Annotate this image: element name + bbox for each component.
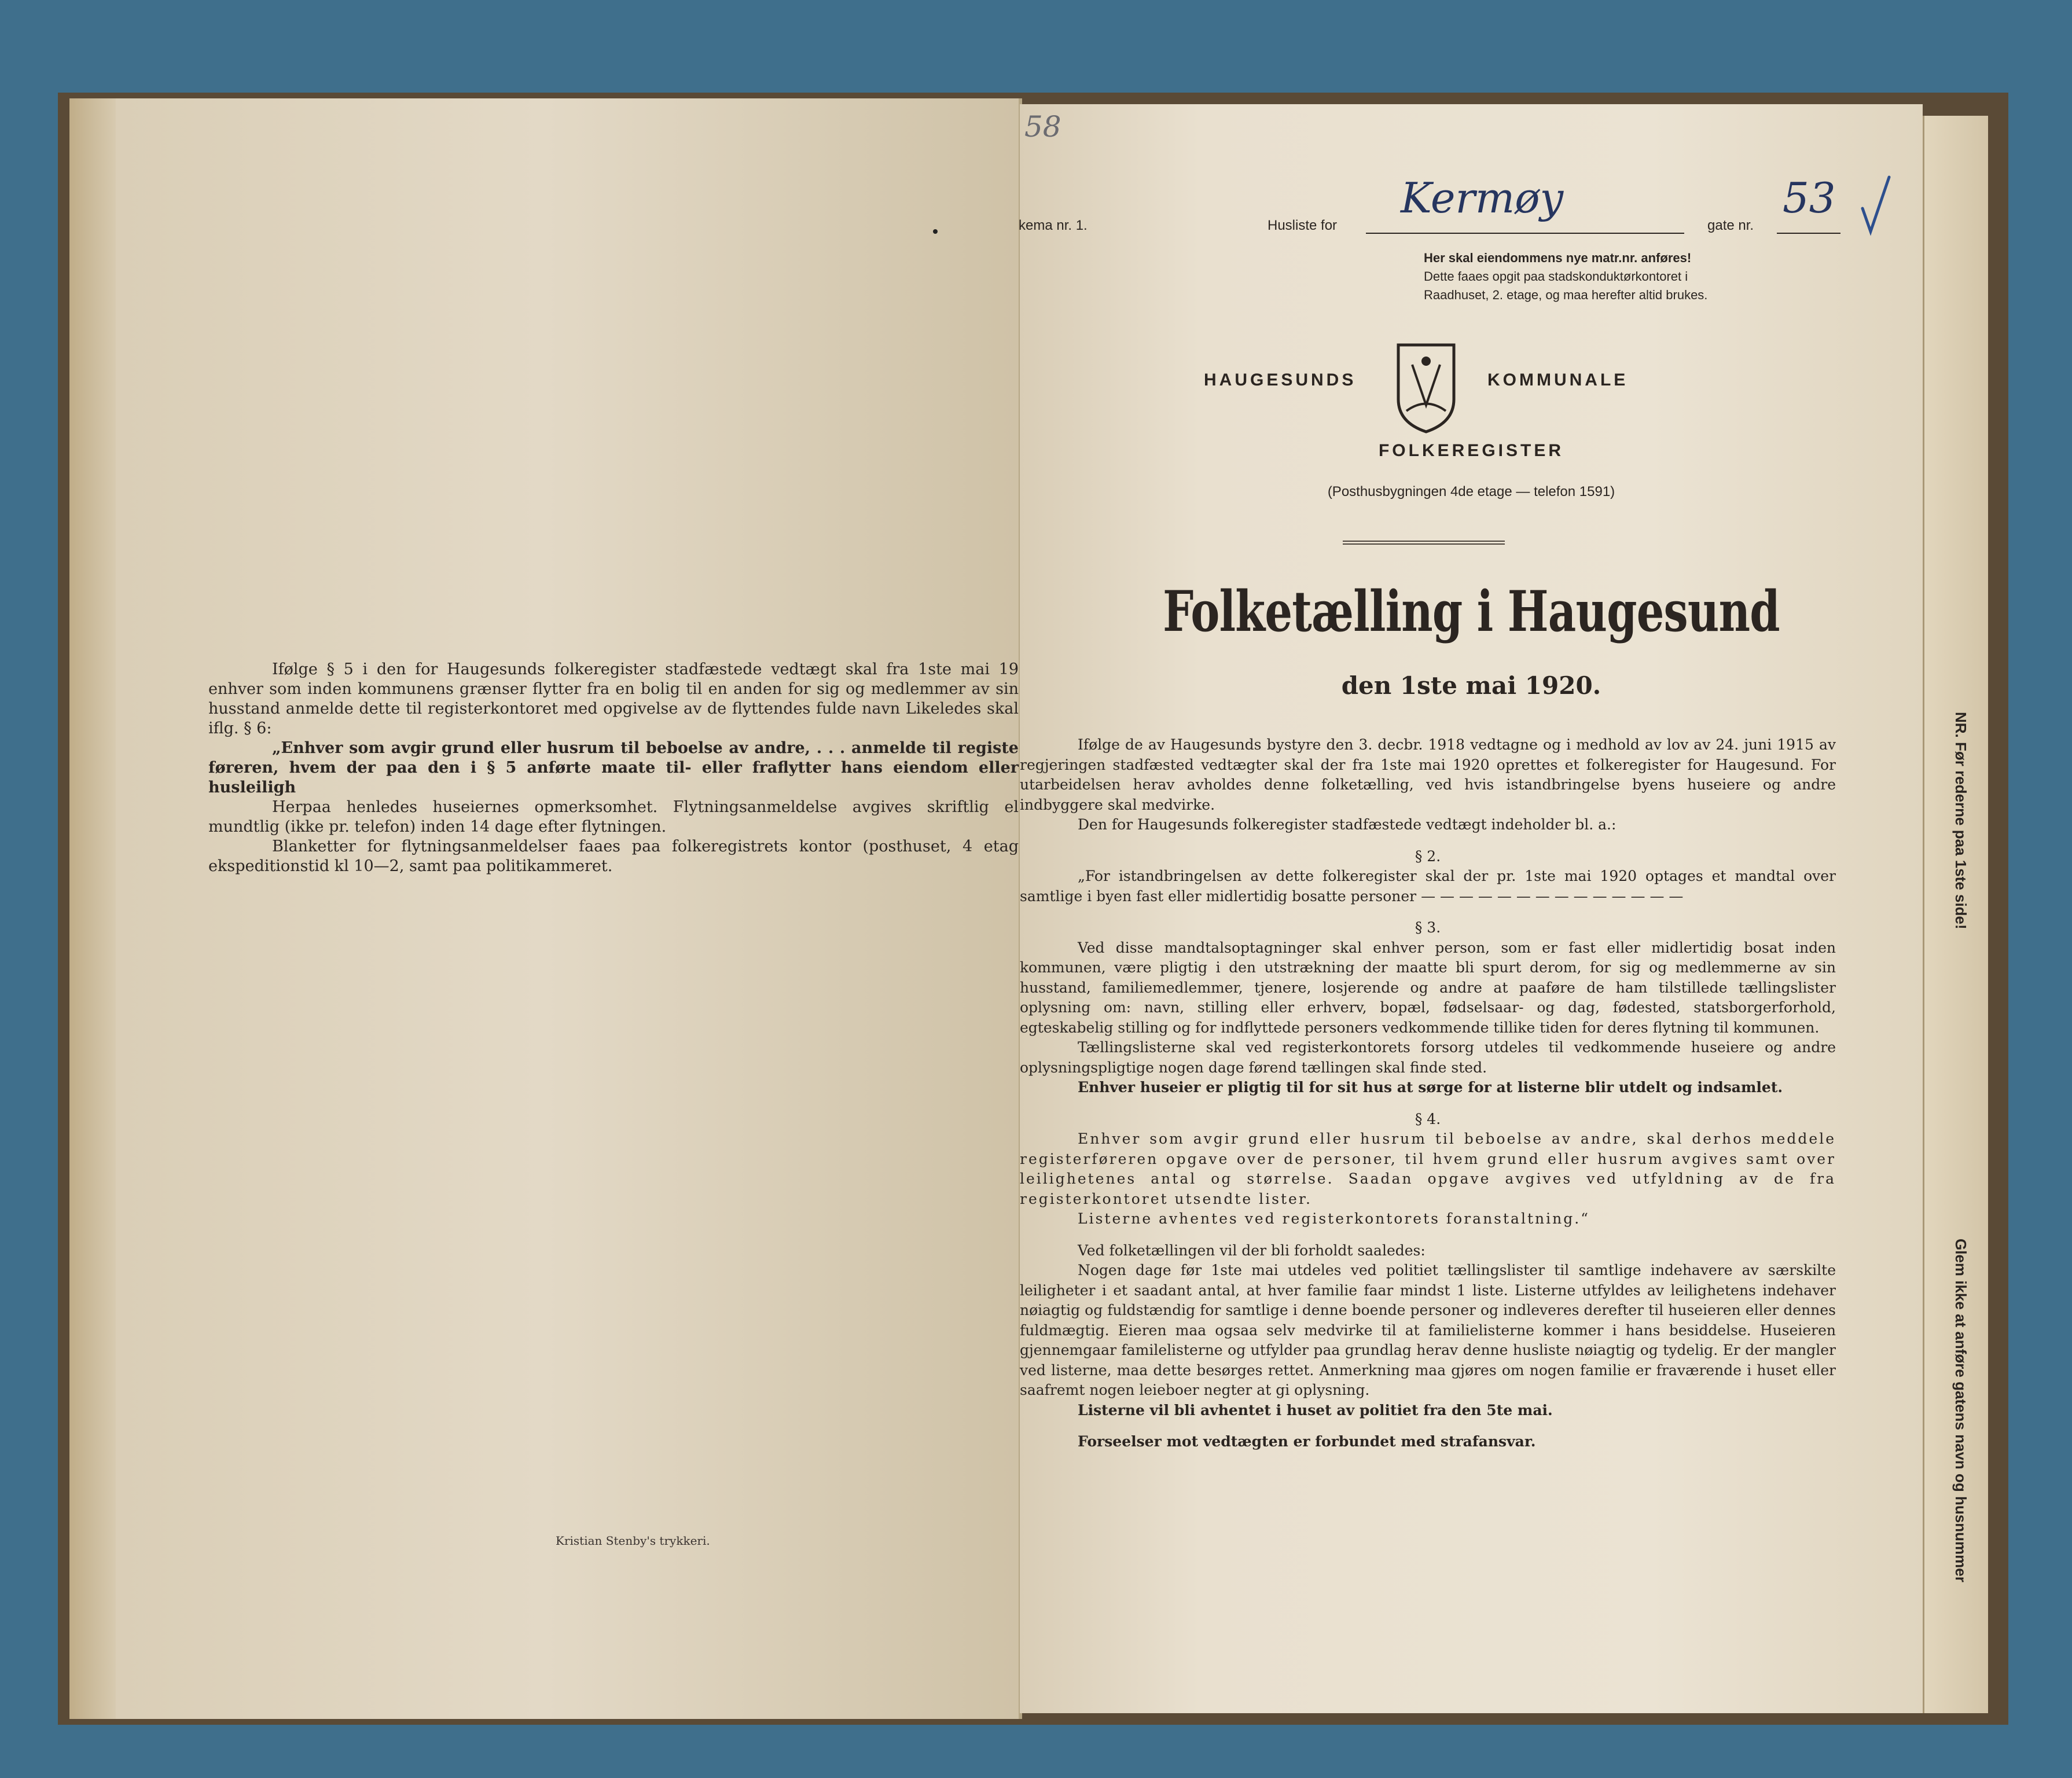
right-page-body [1020, 735, 1836, 1452]
title-rule [1343, 541, 1505, 545]
body-paragraph-10: Nogen dage før 1ste mai utdeles ved politiet tællingslister til samtlige indehavere av særskilte leiligheter i et saadant antal, at hver familie faar mindst 1 liste. Listerne utfyldes av leilighetens indehaver nøiagtig og fuldstændig for samtlige i denne boende personer og indleveres derefter til huseieren eller dennes fuldmægtig. Eieren maa ogsaa selv medvirke til at familielisterne kommer i hans besiddelse. Huseieren gjennemgaar familelisterne og utfylder paa grundlag herav denne husliste nøiagtig og tydelig. Er der mangler ved listerne, maa dette besørges rettet. Anmerkning maa gjøres om nogen familie er fraværende i huset eller saafremt nogen leieboer negter at gi oplysning. [1020, 1262, 1836, 1398]
body-paragraph-8: Listerne avhentes ved registerkontorets foranstaltning.“ [1078, 1210, 1590, 1227]
margin-note-bottom: Glem ikke at anføre gatens navn og husnummer [1952, 1239, 1970, 1582]
section-2-heading: § 2. [1415, 847, 1441, 865]
body-paragraph-6: Enhver huseier er pligtig til for sit hus at sørge for at listerne blir utdelt og indsamlet. [1078, 1079, 1783, 1096]
body-paragraph-12: Forseelser mot vedtægten er forbundet med strafansvar. [1078, 1433, 1536, 1450]
body-paragraph-9: Ved folketællingen vil der bli forholdt saaledes: [1078, 1241, 1426, 1259]
kommune-left: HAUGESUNDS [1204, 370, 1357, 390]
body-paragraph-1: Ifølge de av Haugesunds bystyre den 3. decbr. 1918 vedtagne og i medhold av lov av 24. juni 1915 av regjeringen stadfæsted vedtægter skal der fra 1ste mai 1920 oprettes et folkeregister for Haugesund. For utarbeidelsen herav avholdes denne folketælling, ved hvis istandbringelse byens huseiere og andre indbyggere skal medvirke. [1020, 736, 1836, 813]
page-title: Folketælling i Haugesund [1163, 579, 1780, 644]
husliste-label: Husliste for [1268, 218, 1338, 233]
page-subtitle: den 1ste mai 1920. [1341, 671, 1601, 700]
body-paragraph-5: Tællingslisterne skal ved registerkontorets forsorg utdeles til vedkommende huseiere og andre oplysningspligtige nogen dage førend tællingen skal finde sted. [1020, 1039, 1836, 1076]
body-paragraph-7: Enhver som avgir grund eller husrum til beboelse av andre, skal derhos meddele registerføreren opgave over de personer, til hvem grund eller husrum avgives samt over leilighetenes antal og størrelse. Saadan opgave avgives ved utfyldning av de fra registerkontoret utsendte lister. [1020, 1130, 1836, 1207]
ink-dot [933, 229, 938, 234]
section-3-heading: § 3. [1415, 919, 1441, 936]
body-paragraph-4: Ved disse mandtalsoptagninger skal enhver person, som er fast eller midlertidig bosat inden kommunen, være pligtig i den utstrækning der maatte bli spurt derom, for sig og medlemmerne av sin husstand, familiemedlemmer, tjenere, losjerende og andre at paaføre de ham tilstillede tællingslister oplysning om: navn, stilling eller erhverv, bopæl, fødselsaar- og dag, fødested, statsborgerforhold, egteskabelig stilling og for indflyttede personers vedkommende tillike tiden for deres flytning til kommunen. [1020, 939, 1836, 1036]
note-line-1: Her skal eiendommens nye matr.nr. anføres! [1424, 251, 1692, 265]
left-paragraph-3: Herpaa henledes huseiernes opmerksomhet. Flytningsanmeldelse avgives skriftlig el mundtlig (ikke pr. telefon) inden 14 dage efter flytningen. [208, 798, 1019, 836]
folkeregister-label: FOLKEREGISTER [1378, 441, 1564, 460]
left-paragraph-4: Blanketter for flytningsanmeldelser faaes paa folkeregistrets kontor (posthuset, 4 etag ekspeditionstid kl 10—2, samt paa politikammeret. [208, 837, 1019, 875]
number-handwritten: 53 [1783, 174, 1836, 222]
left-paragraph-2: „Enhver som avgir grund eller husrum til beboelse av andre, . . . anmelde til registe føreren, hvem der paa den i § 5 anførte maate til- eller fraflytter hans eiendom eller husleiligh [208, 739, 1019, 796]
matr-note [1424, 249, 1840, 304]
skema-label: kema nr. 1. [1019, 218, 1088, 233]
left-page-text [208, 660, 1019, 876]
street-handwritten: Kermøy [1401, 174, 1564, 222]
left-page-edge [69, 98, 116, 1719]
left-paragraph-1: Ifølge § 5 i den for Haugesunds folkeregister stadfæstede vedtægt skal fra 1ste mai 19 enhver som inden kommunens grænser flytter fra en bolig til en anden for sig og medlemmer av sin husstand anmelde dette til registerkontoret med opgivelse av de flyttendes fulde navn Likeledes skal iflg. § 6: [208, 660, 1019, 737]
street-underline [1366, 233, 1684, 234]
section-4-heading: § 4. [1415, 1110, 1441, 1127]
gate-label: gate nr. [1707, 218, 1754, 233]
body-paragraph-3: „For istandbringelsen av dette folkeregister skal der pr. 1ste mai 1920 optages et mandtal over samtlige i byen fast eller midlertidig bosatte personer — — — — — — — — — — — — — — [1020, 868, 1836, 905]
body-paragraph-11: Listerne vil bli avhentet i huset av politiet fra den 5te mai. [1078, 1401, 1553, 1419]
note-line-2: Dette faaes opgit paa stadskonduktørkontoret i [1424, 269, 1688, 284]
address-line: (Posthusbygningen 4de etage — telefon 1591) [1327, 484, 1615, 499]
coat-of-arms-icon [1395, 341, 1457, 434]
margin-note-top: NR. Før rederne paa 1ste side! [1952, 712, 1970, 930]
printer-imprint: Kristian Stenby's trykkeri. [556, 1534, 710, 1548]
body-paragraph-2: Den for Haugesunds folkeregister stadfæstede vedtægt indeholder bl. a.: [1078, 816, 1617, 833]
kommune-right: KOMMUNALE [1487, 370, 1629, 390]
checkmark-icon [1858, 174, 1893, 237]
corner-number: 58 [1024, 110, 1061, 144]
note-line-3: Raadhuset, 2. etage, og maa herefter altid brukes. [1424, 288, 1708, 302]
number-underline [1777, 233, 1840, 234]
left-page [69, 98, 1022, 1719]
